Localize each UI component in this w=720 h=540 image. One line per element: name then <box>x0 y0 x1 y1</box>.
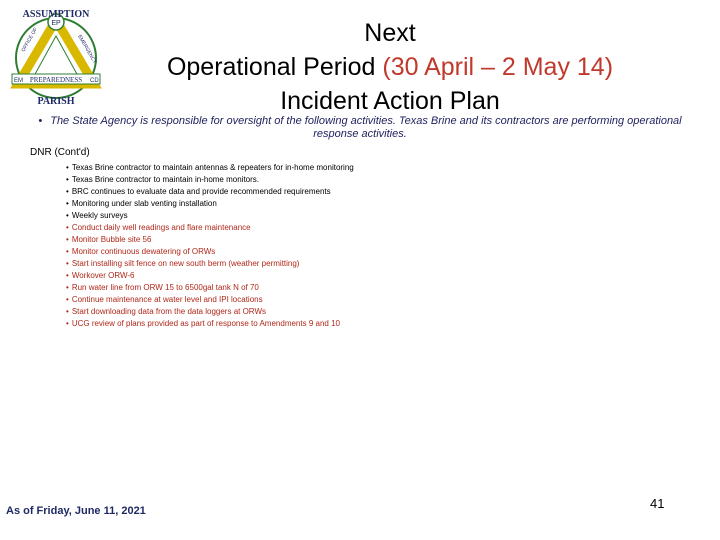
list-item <box>66 222 354 234</box>
list-item-text: BRC continues to evaluate data and provide recommended requirements <box>71 187 331 196</box>
list-item <box>66 198 354 210</box>
logo-top-badge-text: EP <box>51 20 61 27</box>
list-item-text: Conduct daily well readings and flare maintenance <box>71 223 251 232</box>
title-dates: (30 April – 2 May 14) <box>382 53 614 81</box>
bullet-icon: • <box>66 187 69 196</box>
list-item-text: Start installing silt fence on new south berm (weather permitting) <box>71 259 300 268</box>
logo-bottom-text: PARISH <box>37 96 75 106</box>
bullet-icon: • <box>66 247 69 256</box>
bullet-icon: • <box>66 271 69 280</box>
list-item-text: Workover ORW-6 <box>71 271 135 280</box>
section-label: DNR (Cont'd) <box>30 147 90 158</box>
list-item-text: Continue maintenance at water level and IPI locations <box>71 295 263 304</box>
intro-text: The State Agency is responsible for oversight of the following activities. Texas Brine and its contractors are performing operational response activities. <box>50 115 682 140</box>
list-item-text: Texas Brine contractor to maintain antennas & repeaters for in-home monitoring <box>71 163 354 172</box>
bullet-icon: • <box>66 163 69 172</box>
list-item-text: Weekly surveys <box>71 211 128 220</box>
list-item <box>66 270 354 282</box>
title-line-2 <box>110 50 670 84</box>
bullet-icon: • <box>66 235 69 244</box>
list-item <box>66 294 354 306</box>
intro-bullet: • <box>38 115 43 127</box>
list-item <box>66 174 354 186</box>
title-line-3: Incident Action Plan <box>280 87 500 115</box>
logo-left-text: OFFICE OF <box>20 26 40 53</box>
bullet-icon: • <box>66 211 69 220</box>
list-item <box>66 318 354 330</box>
list-item <box>66 210 354 222</box>
bullet-icon: • <box>66 259 69 268</box>
title-line-1: Next <box>364 19 416 47</box>
slide-title <box>110 16 670 118</box>
bullet-icon: • <box>66 199 69 208</box>
page-number: 41 <box>650 496 665 511</box>
bullet-icon: • <box>66 175 69 184</box>
list-item-text: UCG review of plans provided as part of response to Amendments 9 and 10 <box>71 319 340 328</box>
logo-corner-right: CD <box>90 78 99 84</box>
list-item <box>66 162 354 174</box>
logo-corner-left: EM <box>14 78 23 84</box>
logo-band-text: PREPAREDNESS <box>29 76 83 84</box>
activity-list <box>66 162 354 330</box>
list-item-text: Monitor Bubble site 56 <box>71 235 152 244</box>
bullet-icon: • <box>66 307 69 316</box>
list-item-text: Monitoring under slab venting installation <box>71 199 217 208</box>
parish-logo <box>4 6 108 106</box>
list-item <box>66 282 354 294</box>
list-item <box>66 306 354 318</box>
footer-date: As of Friday, June 11, 2021 <box>6 505 146 517</box>
list-item <box>66 258 354 270</box>
list-item-text: Texas Brine contractor to maintain in-home monitors. <box>71 175 260 184</box>
list-item-text: Run water line from ORW 15 to 6500gal tank N of 70 <box>71 283 259 292</box>
list-item-text: Monitor continuous dewatering of ORWs <box>71 247 216 256</box>
bullet-icon: • <box>66 319 69 328</box>
bullet-icon: • <box>66 223 69 232</box>
logo-right-text: EMERGENCY <box>76 34 98 65</box>
intro-paragraph <box>30 115 690 141</box>
list-item <box>66 234 354 246</box>
bullet-icon: • <box>66 295 69 304</box>
list-item-text: Start downloading data from the data loggers at ORWs <box>71 307 266 316</box>
title-line-2-prefix: Operational Period <box>166 53 376 81</box>
list-item <box>66 186 354 198</box>
logo-top-text: ASSUMPTION <box>22 9 90 20</box>
list-item <box>66 246 354 258</box>
bullet-icon: • <box>66 283 69 292</box>
